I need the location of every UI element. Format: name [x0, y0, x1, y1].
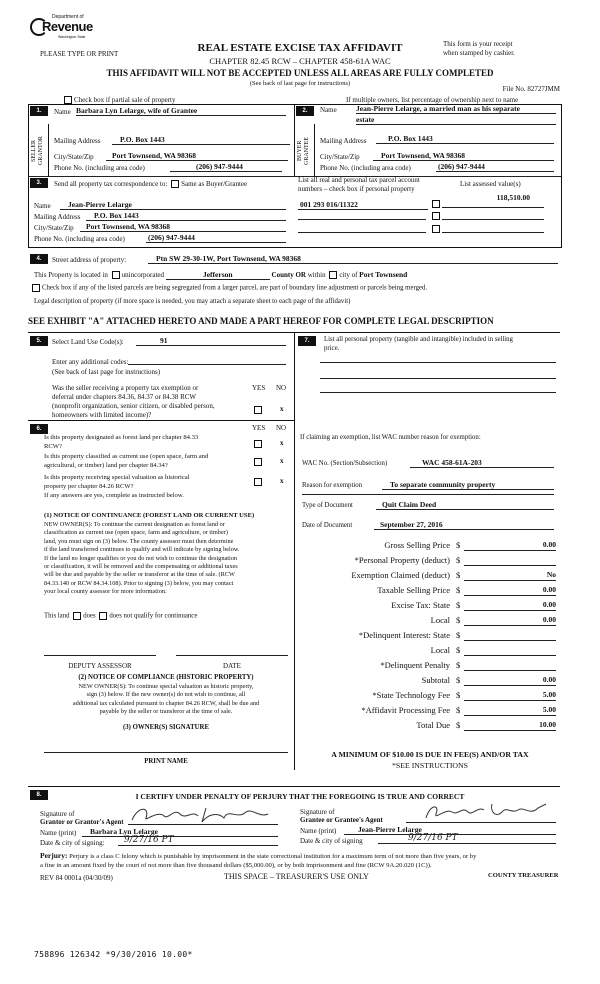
parcel-3-personal-checkbox[interactable]: [432, 225, 440, 233]
dor-logo: [30, 14, 93, 42]
fee-row: Exemption Claimed (deduct) $ No: [351, 570, 556, 580]
see-back: (See back of last page for instructions): [249, 80, 351, 87]
treasurer-space: THIS SPACE – TREASURER'S USE ONLY: [224, 872, 369, 881]
grantor-date-city: 9/27/16 PT: [118, 835, 278, 846]
buyer-side-label: BUYER GRANTEE: [297, 137, 310, 165]
notice-historic-title: (2) NOTICE OF COMPLIANCE (HISTORIC PROPERTY): [78, 674, 254, 681]
excise-tax-local: 0.00: [464, 615, 556, 626]
grantor-print-name: Barbara Lyn Lelarge: [82, 827, 278, 837]
buyer-name-line-2: estate: [356, 115, 556, 125]
grantor-signature-scribble: [128, 804, 278, 824]
assessed-value: 118,510.00: [496, 193, 530, 202]
form-revision: REV 84 0001a (04/30/09): [40, 874, 113, 882]
see-instructions-note: *SEE INSTRUCTIONS: [391, 761, 469, 770]
exemption-reason: To separate community property: [382, 480, 554, 490]
document-date: September 27, 2016: [374, 520, 554, 530]
property-county: Jefferson: [166, 270, 270, 280]
fee-row: Gross Selling Price $ 0.00: [384, 540, 556, 550]
historic-no-mark: x: [280, 477, 284, 485]
delinquent-penalty: [464, 660, 556, 671]
minimum-fee-note: A MINIMUM OF $10.00 IS DUE IN FEE(S) AND/OR TAX: [331, 750, 529, 759]
subtotal: 0.00: [464, 675, 556, 686]
notice-continuance-title: (1) NOTICE OF CONTINUANCE (FOREST LAND OR CURRENT USE): [44, 512, 255, 519]
legal-description-label: Legal description of property (if more space is needed, you may attach a separate sheet to each page of the affidavit): [34, 298, 351, 305]
please-type: PLEASE TYPE OR PRINT: [40, 50, 119, 58]
tax-correspondence-row: Send all property tax correspondence to: Same as Buyer/Grantee: [54, 180, 248, 188]
form-warning: THIS AFFIDAVIT WILL NOT BE ACCEPTED UNLESS ALL AREAS ARE FULLY COMPLETED: [106, 68, 494, 78]
receipt-note-1: This form is your receipt: [443, 40, 513, 48]
logo-state: Washington State: [58, 35, 86, 39]
grantor-signature: [128, 806, 278, 825]
form-chapter: CHAPTER 82.45 RCW – CHAPTER 458-61A WAC: [209, 56, 391, 66]
deputy-assessor-label: DEPUTY ASSESSOR: [68, 662, 132, 670]
exhibit-a-note: SEE EXHIBIT "A" ATTACHED HERETO AND MADE A PART HEREOF FOR COMPLETE LEGAL DESCRIPTION: [28, 316, 494, 326]
correspondence-name: Jean-Pierre Lelarge: [60, 200, 286, 210]
county-treasurer: COUNTY TREASURER: [488, 872, 559, 879]
section-1-number: 1.: [30, 106, 48, 116]
buyer-city: Port Townsend, WA 98368: [373, 151, 554, 161]
notice-continuance-text: NEW OWNER(S): To continue the current designation as forest land or classification as current use (open space, farm and agriculture, or timber) land, you must sign on (3) below. The county assessor must then determine if the land transferred continues to qualify and will indicate by signing below. If the land no longer qualifies or you do not wish to continue the designation or classification, it will be removed and the compensating or additional taxes will be due and payable by the seller or transferor at the time of sale. (RCW 84.33.140 or RCW 84.34.108). Prior to signing (3) below, you may contact your local county assessor for more information.: [44, 521, 240, 596]
section-2-number: 2.: [296, 106, 314, 116]
same-as-buyer-checkbox[interactable]: [171, 180, 179, 188]
wac-number: WAC 458-61A-203: [410, 458, 554, 468]
buyer-name-line-1: Jean-Pierre Lelarge, a married man as his separate: [356, 104, 556, 114]
section-6-number: 6.: [30, 424, 48, 434]
taxable-selling-price: 0.00: [464, 585, 556, 596]
fee-row: *Delinquent Interest: State $: [300, 630, 560, 644]
wac-question: If claiming an exemption, list WAC number reason for exemption:: [300, 434, 481, 441]
current-use-no-mark: x: [280, 457, 284, 465]
seller-address: P.O. Box 1443: [112, 135, 290, 145]
perjury-notice: Perjury: Perjury is a class C felony which is punishable by imprisonment in the state correctional institution for a maximum term of not more than five years, or by a fine in an amount fixed by the court of not more than five thousand dollars ($5,000.00), or by both imprisonment and fine (RCW 9A.20.020 (1C)).: [40, 851, 477, 869]
parcel-number: 001 293 016/11322: [298, 200, 428, 210]
grantee-date-city: 9/27/16 PT: [378, 833, 556, 844]
segregated-checkbox[interactable]: [32, 284, 40, 292]
assessed-header: List assessed value(s): [460, 180, 521, 188]
current-use-yes-checkbox[interactable]: [254, 458, 262, 466]
parcel-header-1: List all real and personal tax parcel account: [298, 176, 420, 184]
forest-land-no-mark: x: [280, 439, 284, 447]
seller-name: Barbara Lyn Lelarge, wife of Grantee: [76, 106, 286, 116]
grantee-print-name: Jean-Pierre Lelarge: [344, 825, 556, 835]
fee-row: Subtotal $ 0.00: [421, 675, 556, 685]
owner-signature-label: (3) OWNER(S) SIGNATURE: [123, 724, 209, 731]
fee-row: *Personal Property (deduct) $: [300, 555, 560, 569]
cashier-stamp: 758896 126342 *9/30/2016 10.00*: [34, 950, 193, 959]
exemption-claimed: No: [464, 570, 556, 581]
partial-sale-row: Check box if partial sale of property: [62, 96, 175, 104]
fee-row: Taxable Selling Price $ 0.00: [377, 585, 556, 595]
section-4-number: 4.: [30, 254, 48, 264]
historic-yes-checkbox[interactable]: [254, 478, 262, 486]
file-number: File No. 82727JMM: [502, 85, 560, 93]
land-use-code: 91: [136, 336, 286, 346]
delinquent-interest-state: [464, 630, 556, 641]
correspondence-city: Port Townsend, WA 98368: [80, 222, 286, 232]
fee-row: Local $ 0.00: [430, 615, 556, 625]
exemption-yes-checkbox[interactable]: [254, 406, 262, 414]
forest-land-yes-checkbox[interactable]: [254, 440, 262, 448]
seller-city: Port Townsend, WA 98368: [106, 151, 288, 161]
print-name-label: PRINT NAME: [144, 758, 188, 765]
personal-property-deduct: [464, 555, 556, 566]
grantee-signature-scribble: [406, 800, 556, 822]
seller-phone: (206) 947-9444: [170, 162, 282, 172]
fee-row: *State Technology Fee $ 5.00: [372, 690, 556, 700]
logo-name: Revenue: [42, 19, 93, 34]
delinquent-interest-local: [464, 645, 556, 656]
section-7-number: 7.: [298, 336, 316, 346]
does-qualify-checkbox[interactable]: [73, 612, 81, 620]
fee-row: *Affidavit Processing Fee $ 5.00: [361, 705, 556, 715]
fee-row: Total Due $ 10.00: [416, 720, 556, 730]
certification-statement: I CERTIFY UNDER PENALTY OF PERJURY THAT THE FOREGOING IS TRUE AND CORRECT: [135, 792, 465, 801]
correspondence-address: P.O. Box 1443: [86, 211, 286, 221]
within-city-checkbox[interactable]: [329, 271, 337, 279]
receipt-note-2: when stamped by cashier.: [443, 49, 515, 57]
parcel-header-2: numbers – check box if personal property: [298, 185, 415, 193]
form-title: REAL ESTATE EXCISE TAX AFFIDAVIT: [197, 42, 403, 54]
notice-historic-text: NEW OWNER(S): To continue special valuation as historic property, sign (3) below. If the new owner(s) do not wish to continue, all additional tax calculated pursuant to chapter 84.26 RCW, shall be due and payable by the seller or transferor at the time of sale.: [72, 683, 260, 716]
fee-row: Local $: [300, 645, 560, 659]
property-street: Ptn SW 29-30-1W, Port Townsend, WA 98368: [148, 254, 558, 264]
affidavit-processing-fee: 5.00: [464, 705, 556, 716]
document-type: Quit Claim Deed: [376, 500, 554, 510]
property-location-row: This Property is located in unincorporated Jefferson County OR within city of Port Townsend: [34, 270, 408, 279]
deputy-date-label: DATE: [223, 662, 241, 670]
seller-side-label: SELLER GRANTOR: [31, 136, 44, 166]
fee-row: Excise Tax: State $ 0.00: [391, 600, 556, 610]
excise-tax-state: 0.00: [464, 600, 556, 611]
buyer-phone: (206) 947-9444: [436, 162, 554, 172]
exemption-no-mark: x: [280, 405, 284, 413]
fee-row: *Delinquent Penalty $: [300, 660, 560, 674]
state-technology-fee: 5.00: [464, 690, 556, 701]
gross-selling-price: 0.00: [464, 540, 556, 551]
parcel-1-personal-checkbox[interactable]: [432, 200, 440, 208]
logo-dept: Department of: [52, 14, 84, 20]
segregated-row: Check box if any of the listed parcels are being segregated from a larger parcel, are part of boundary line adjustment or parcels being merged.: [30, 284, 427, 292]
section-8-number: 8.: [30, 790, 48, 800]
unincorporated-checkbox[interactable]: [112, 271, 120, 279]
parcel-2-personal-checkbox[interactable]: [432, 212, 440, 220]
does-not-qualify-checkbox[interactable]: [99, 612, 107, 620]
continuance-row: This land does does not qualify for continuance: [44, 612, 198, 620]
grantee-signature: [406, 804, 556, 823]
property-city: Port Townsend: [359, 270, 408, 279]
total-due: 10.00: [464, 720, 556, 731]
section-5-number: 5.: [30, 336, 48, 346]
correspondence-phone: (206) 947-9444: [146, 233, 286, 243]
buyer-address: P.O. Box 1443: [376, 134, 554, 144]
section-3-number: 3.: [30, 178, 48, 188]
multiple-owners: If multiple owners, list percentage of ownership next to name: [346, 96, 519, 104]
